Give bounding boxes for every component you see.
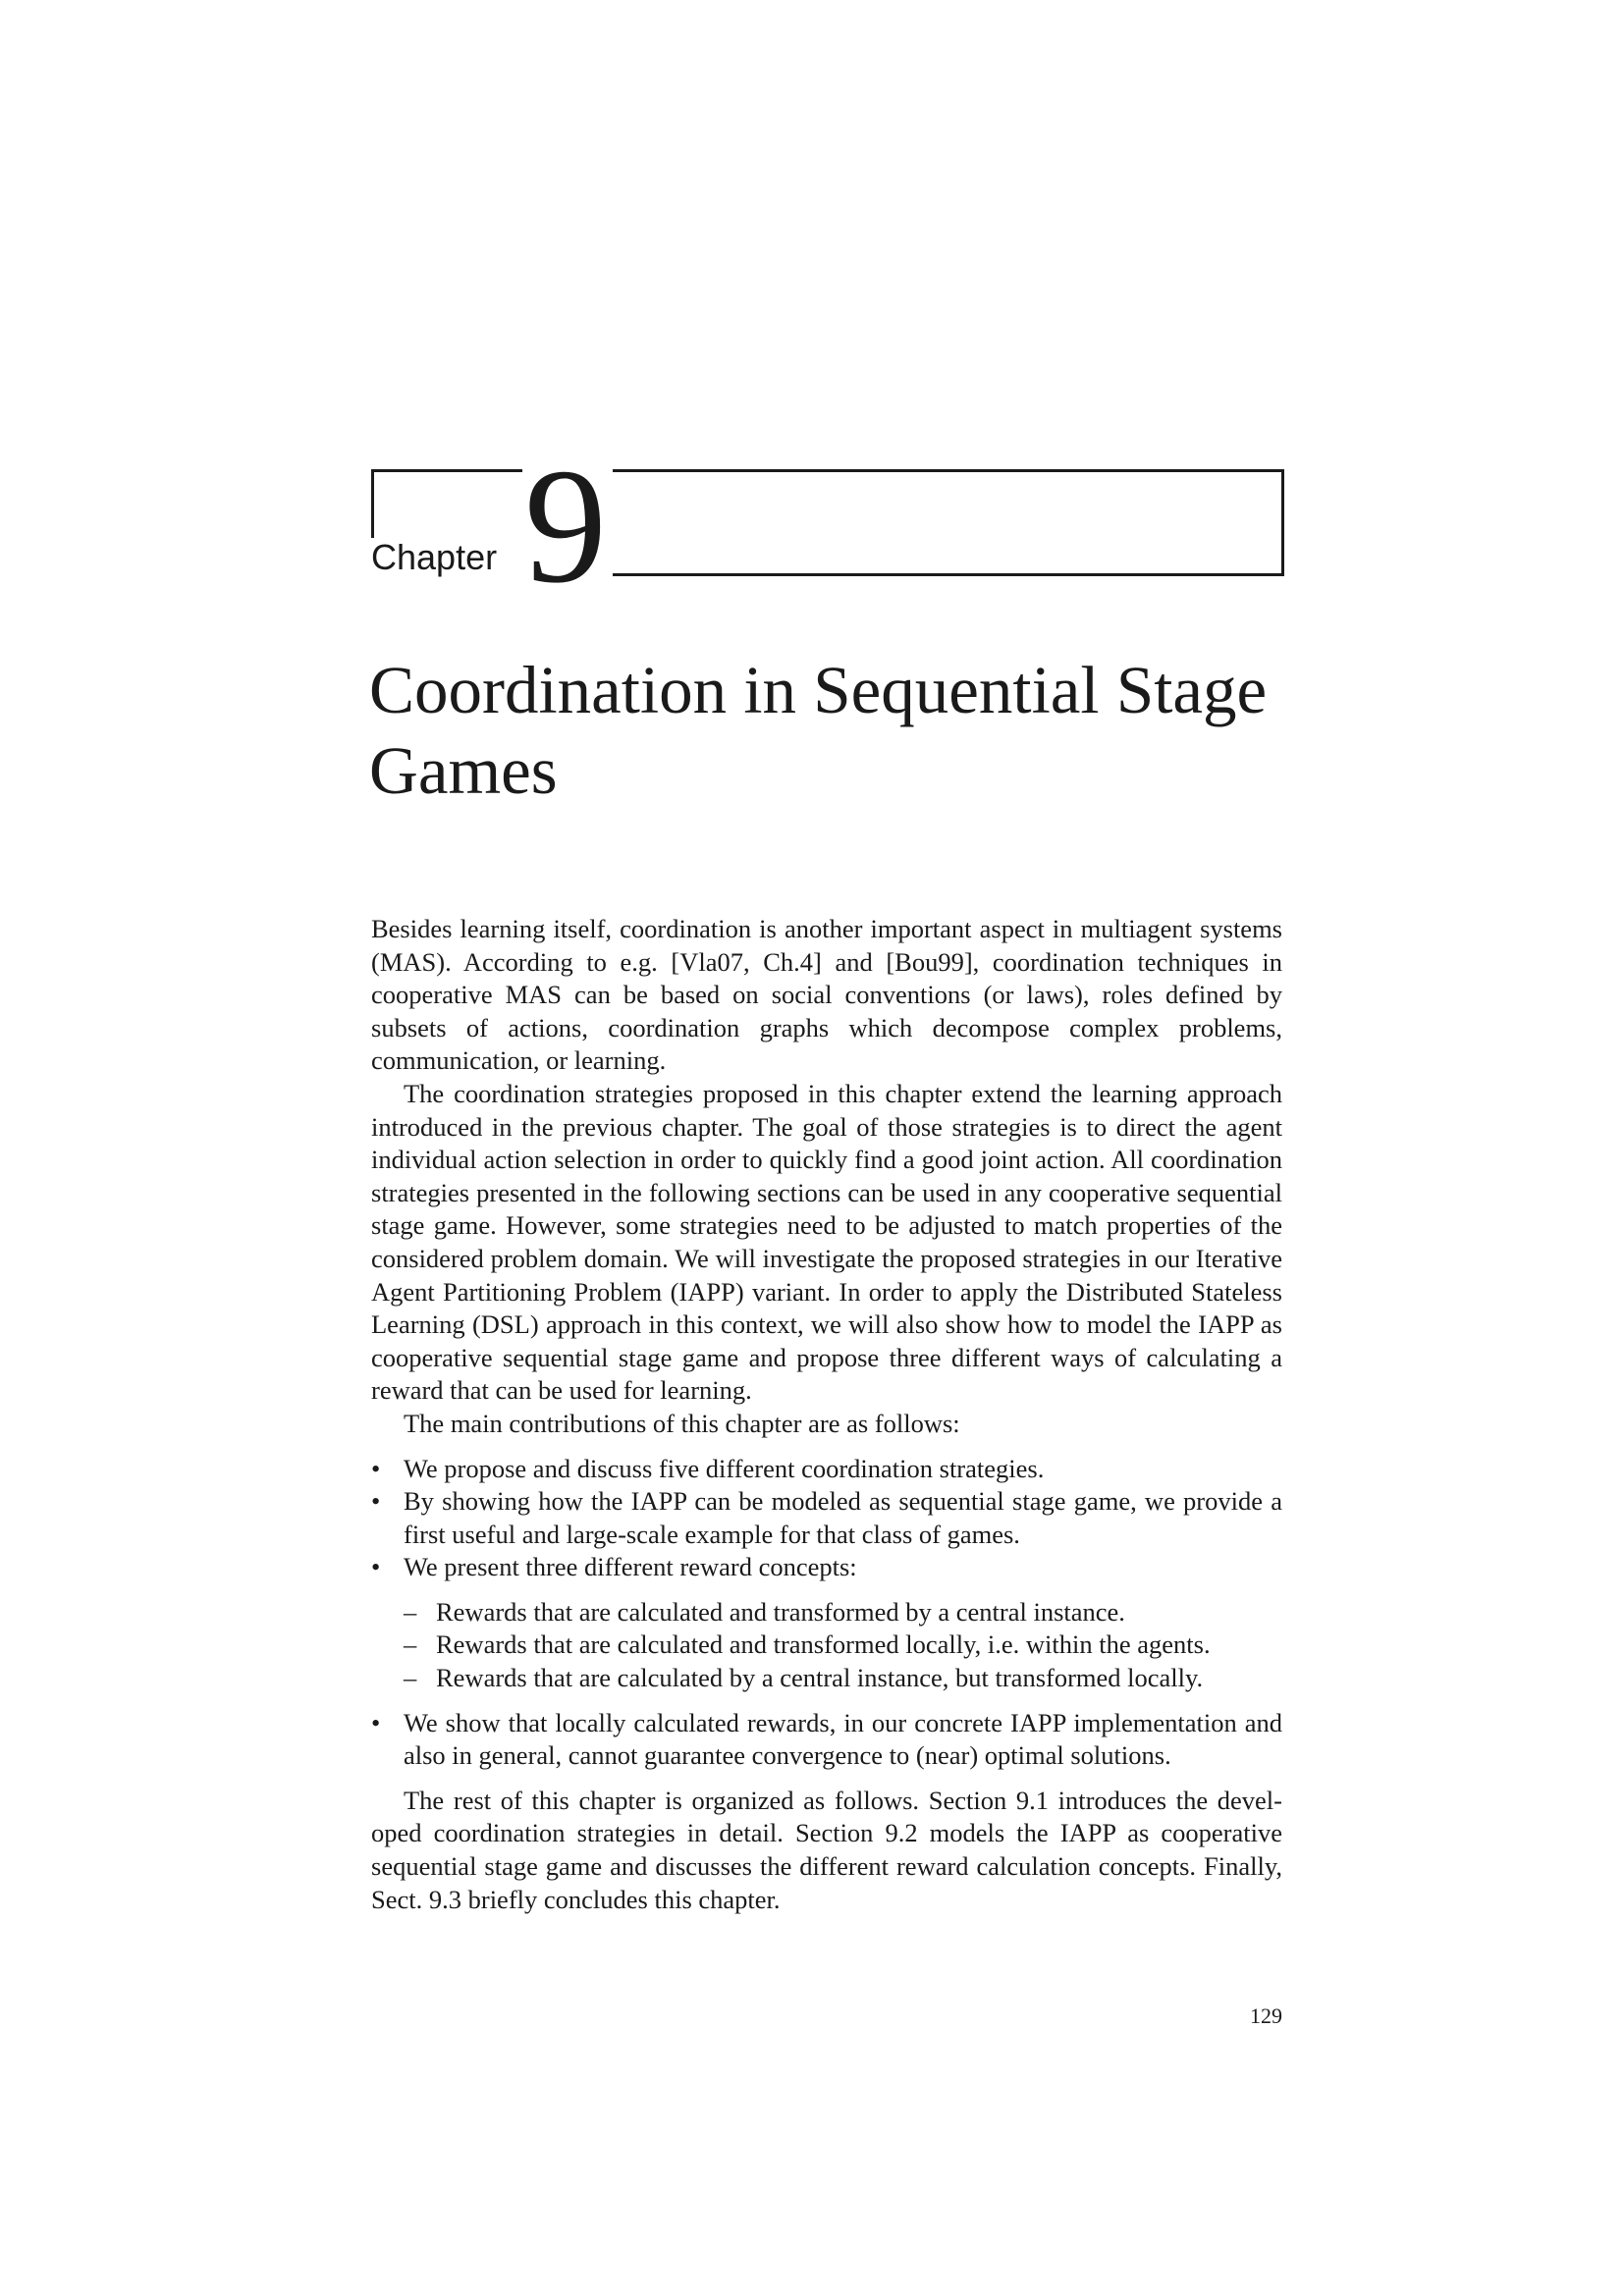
bullet-icon: • xyxy=(371,1453,381,1483)
page-number: 129 xyxy=(1250,2003,1282,2028)
chapter-frame-right-rule xyxy=(1281,469,1284,576)
list-item xyxy=(371,1551,1282,1694)
list-item xyxy=(371,1707,1282,1773)
sub-list-item xyxy=(404,1596,1282,1629)
list-item-text: We propose and discuss five different coordination strategies. xyxy=(404,1453,1045,1483)
sub-list-item-text: Rewards that are calculated and transformed locally, i.e. within the agents. xyxy=(436,1629,1211,1660)
list-item-text: We show that locally calculated rewards, in our concrete IAPP implementation and also in general, cannot guarantee convergence to (near) optimal solutions. xyxy=(404,1707,1282,1771)
contributions-list xyxy=(371,1453,1282,1773)
intro-paragraph: Besides learning itself, coordination is another important aspect in multiagent systems (MAS). According to e.g. [Vla07, Ch.4] and [Bou99], coordination techniques in cooperative MAS can be based on social conventions (or laws), roles defined by subsets of actions, coordination graphs which decompose complex problems, communication, or learning. xyxy=(371,914,1282,1076)
chapter-frame-left-top-rule xyxy=(371,469,522,472)
dash-icon: – xyxy=(404,1663,417,1693)
sub-list-item-text: Rewards that are calculated by a central instance, but transformed locally. xyxy=(436,1663,1204,1693)
chapter-title: Coordination in Sequential Stage Games xyxy=(369,653,1268,808)
sub-list-item xyxy=(404,1629,1282,1662)
dash-icon: – xyxy=(404,1596,417,1627)
sub-list-item xyxy=(404,1662,1282,1695)
contributions-lead: The main contributions of this chapter are as follows: xyxy=(404,1408,960,1438)
chapter-body xyxy=(371,913,1282,1916)
list-item-text: We present three different reward concepts: xyxy=(404,1552,857,1582)
list-item-text: By showing how the IAPP can be modeled as sequential stage game, we provide a first useful and large-scale example for that class of games. xyxy=(404,1486,1282,1549)
bullet-icon: • xyxy=(371,1552,381,1582)
bullet-icon: • xyxy=(371,1707,381,1737)
list-item xyxy=(371,1485,1282,1551)
list-item xyxy=(371,1453,1282,1486)
chapter-frame-left-rule xyxy=(371,469,374,538)
chapter-number: 9 xyxy=(524,435,607,617)
chapter-frame-bottom-rule xyxy=(613,573,1284,576)
chapter-label: Chapter xyxy=(371,537,498,577)
bullet-icon: • xyxy=(371,1486,381,1517)
chapter-frame-right-top-rule xyxy=(613,469,1283,472)
dash-icon: – xyxy=(404,1629,417,1660)
organization-paragraph: The rest of this chapter is organized as follows. Section 9.1 introduces the developed coordination strategies in detail. Section 9.2 models the IAPP as cooperative sequential stage game and discusses the different reward calculation concepts. Finally, Sect. 9.3 briefly concludes this chapter. xyxy=(371,1785,1282,1914)
strategies-paragraph: The coordination strategies proposed in this chapter extend the learning approach introduced in the previous chapter. The goal of those strategies is to direct the agent individual action selection in order to quickly find a good joint action. All coordination strategies presented in the following sections can be used in any cooperative sequential stage game. However, some strategies need to be adjusted to match properties of the considered problem domain. We will investigate the proposed strategies in our Iterative Agent Partitioning Problem (IAPP) variant. In order to apply the Distributed Stateless Learning (DSL) approach in this context, we will also show how to model the IAPP as cooperative sequential stage game and propose three different ways of calculating a reward that can be used for learning. xyxy=(371,1078,1282,1406)
sub-list-item-text: Rewards that are calculated and transformed by a central instance. xyxy=(436,1596,1125,1627)
reward-concepts-list xyxy=(404,1596,1282,1695)
